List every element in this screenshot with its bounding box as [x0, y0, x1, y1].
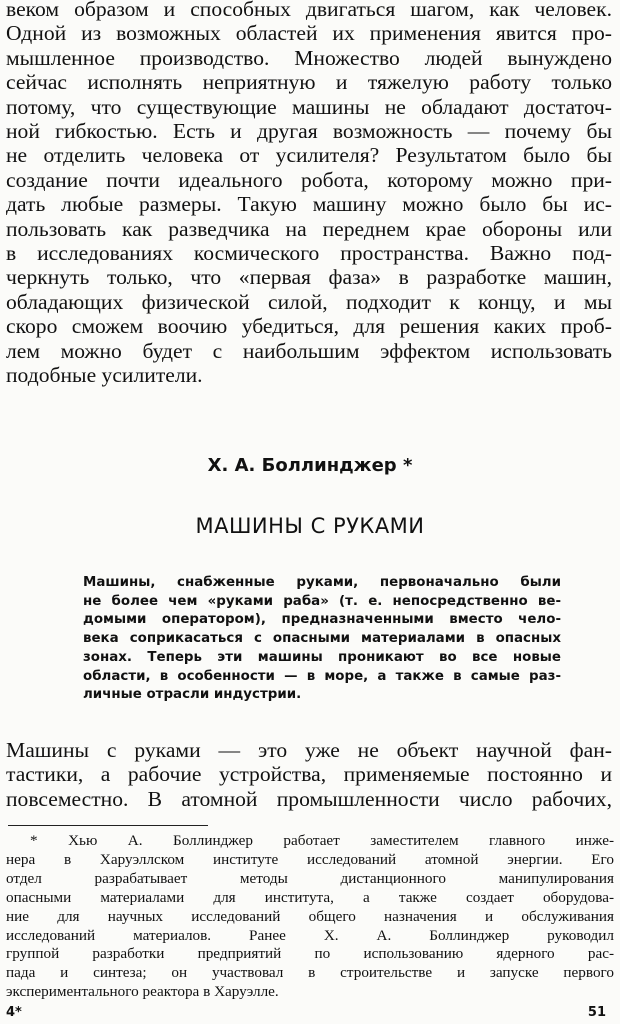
text-line: потому, что существующие машины не обладают достаточ-: [6, 94, 612, 119]
footnote-line: ние для научных исследований общего назначения и обслуживания: [6, 907, 614, 925]
text-line: не отделить человека от усилителя? Результатом было бы: [6, 143, 612, 168]
text-line: веком образом и способных двигаться шагом, как человек.: [6, 0, 612, 21]
text-line: лем можно будет с наибольшим эффектом использовать: [6, 338, 612, 363]
text-line: в исследованиях космического пространства. Важно под-: [6, 241, 612, 266]
text-line: пользовать как разведчика на переднем крае обороны или: [6, 216, 612, 241]
body-paragraph-2: [6, 738, 612, 811]
footnote-line: пада и синтеза; он участвовал в строительстве и запуске первого: [6, 964, 614, 982]
text-line: обладающих физической силой, подходит к концу, и мы: [6, 289, 612, 314]
text-line: черкнуть только, что «первая фаза» в разработке машин,: [6, 265, 612, 290]
abstract-line: домыми оператором), предназначенными вместо чело-: [83, 612, 561, 628]
text-line: повсеместно. В атомной промышленности число рабочих,: [6, 786, 612, 811]
article-abstract: [83, 574, 561, 705]
article-title: МАШИНЫ С РУКАМИ: [195, 514, 425, 538]
footnote-line: нера в Харуэллском институте исследований атомной энергии. Его: [6, 850, 614, 868]
page-number: 51: [587, 1005, 606, 1020]
signature-mark: 4*: [6, 1005, 22, 1020]
text-line: мышленное производство. Множество людей вынуждено: [6, 45, 612, 70]
text-line: тастики, а рабочие устройства, применяемые постоянно и: [6, 762, 612, 787]
abstract-line: области, в особенности — в море, а также в самые раз-: [83, 668, 561, 684]
abstract-line: века соприкасаться с опасными материалами в опасных: [83, 631, 561, 647]
text-line: Одной из возможных областей их применения явится про-: [6, 21, 612, 46]
footnote-line: группой разработки предприятий по использованию ядерного рас-: [6, 945, 614, 963]
abstract-line: личные отрасли индустрии.: [83, 687, 302, 703]
text-line: сейчас исполнять неприятную и тяжелую работу только: [6, 70, 612, 95]
text-line: подобные усилители.: [6, 363, 203, 388]
text-line: создание почти идеального робота, которому можно при-: [6, 167, 612, 192]
body-paragraph-1: [6, 0, 612, 388]
article-author: Х. А. Боллинджер *: [207, 455, 413, 476]
footnote-line: экспериментального реактора в Харуэлле.: [6, 983, 279, 1001]
text-line: ной гибкостью. Есть и другая возможность — почему бы: [6, 119, 612, 144]
footnote-divider: [8, 825, 208, 826]
abstract-line: зонах. Теперь эти машины проникают во все новые: [83, 649, 561, 665]
footnote-line: отдел разрабатывает методы дистанционного манипулирования: [6, 869, 614, 887]
footnote: [6, 832, 614, 1002]
footnote-line: исследований материалов. Ранее Х. А. Боллинджер руководил: [6, 926, 614, 944]
abstract-line: Машины, снабженные руками, первоначально были: [83, 575, 561, 590]
text-line: дать любые размеры. Такую машину можно было бы ис-: [6, 192, 612, 217]
text-line: скоро сможем воочию убедиться, для решения каких проб-: [6, 314, 612, 339]
text-line: Машины с руками — это уже не объект научной фан-: [6, 738, 612, 762]
abstract-line: не более чем «руками раба» (т. е. непосредственно ве-: [83, 593, 561, 609]
footnote-line: опасными материалами для института, а также создает оборудова-: [6, 888, 614, 906]
footnote-line: * Хью А. Боллинджер работает заместителем главного инже-: [30, 832, 614, 849]
